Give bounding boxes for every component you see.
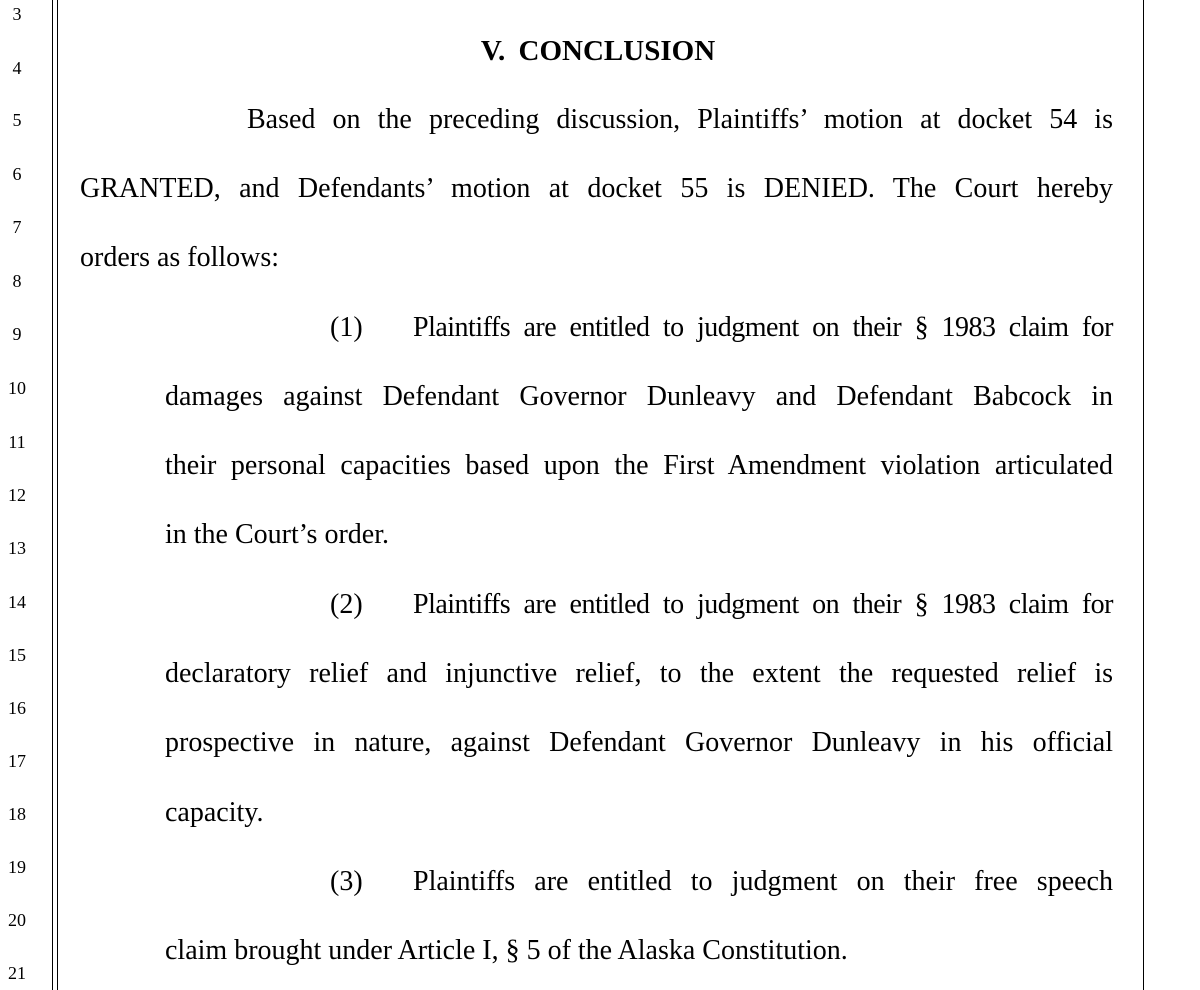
line-number: 3 bbox=[12, 4, 22, 24]
item-line: in the Court’s order. bbox=[165, 519, 389, 550]
intro-line-3: orders as follows: bbox=[80, 242, 280, 273]
line-number: 12 bbox=[8, 485, 26, 505]
item-line: declaratory relief and injunctive relief, to the extent the requested relief is bbox=[165, 658, 1113, 689]
item-line: damages against Defendant Governor Dunleavy and Defendant Babcock in bbox=[165, 381, 1113, 412]
line-number: 17 bbox=[8, 751, 26, 771]
item-line: Plaintiffs are entitled to judgment on their free speech bbox=[413, 866, 1113, 897]
line-number: 21 bbox=[8, 963, 26, 983]
line-number: 9 bbox=[12, 324, 22, 344]
line-number: 10 bbox=[8, 378, 26, 398]
line-number: 16 bbox=[8, 698, 26, 718]
item-number: (1) bbox=[330, 312, 363, 343]
line-number: 20 bbox=[8, 910, 26, 930]
item-line: their personal capacities based upon the First Amendment violation articulated bbox=[165, 450, 1113, 481]
item-number: (2) bbox=[330, 589, 363, 620]
intro-line-2: GRANTED, and Defendants’ motion at docket 55 is DENIED. The Court hereby bbox=[80, 173, 1113, 204]
line-number: 8 bbox=[12, 271, 22, 291]
line-number: 11 bbox=[8, 432, 26, 452]
intro-line-1: Based on the preceding discussion, Plaintiffs’ motion at docket 54 is bbox=[247, 104, 1113, 135]
line-number: 15 bbox=[8, 645, 26, 665]
line-number: 19 bbox=[8, 857, 26, 877]
item-line: Plaintiffs are entitled to judgment on their § 1983 claim for bbox=[413, 589, 1113, 620]
line-number: 18 bbox=[8, 804, 26, 824]
line-number: 14 bbox=[8, 592, 26, 612]
item-line: prospective in nature, against Defendant Governor Dunleavy in his official bbox=[165, 727, 1113, 758]
line-number: 4 bbox=[12, 58, 22, 78]
item-line: claim brought under Article I, § 5 of the Alaska Constitution. bbox=[165, 935, 848, 966]
item-line: Plaintiffs are entitled to judgment on their § 1983 claim for bbox=[413, 312, 1113, 343]
section-heading: V. CONCLUSION bbox=[480, 35, 716, 67]
line-number: 13 bbox=[8, 538, 26, 558]
line-number: 5 bbox=[12, 110, 22, 130]
line-number: 7 bbox=[12, 217, 22, 237]
item-line: capacity. bbox=[165, 797, 264, 828]
line-number: 6 bbox=[12, 164, 22, 184]
item-number: (3) bbox=[330, 866, 363, 897]
